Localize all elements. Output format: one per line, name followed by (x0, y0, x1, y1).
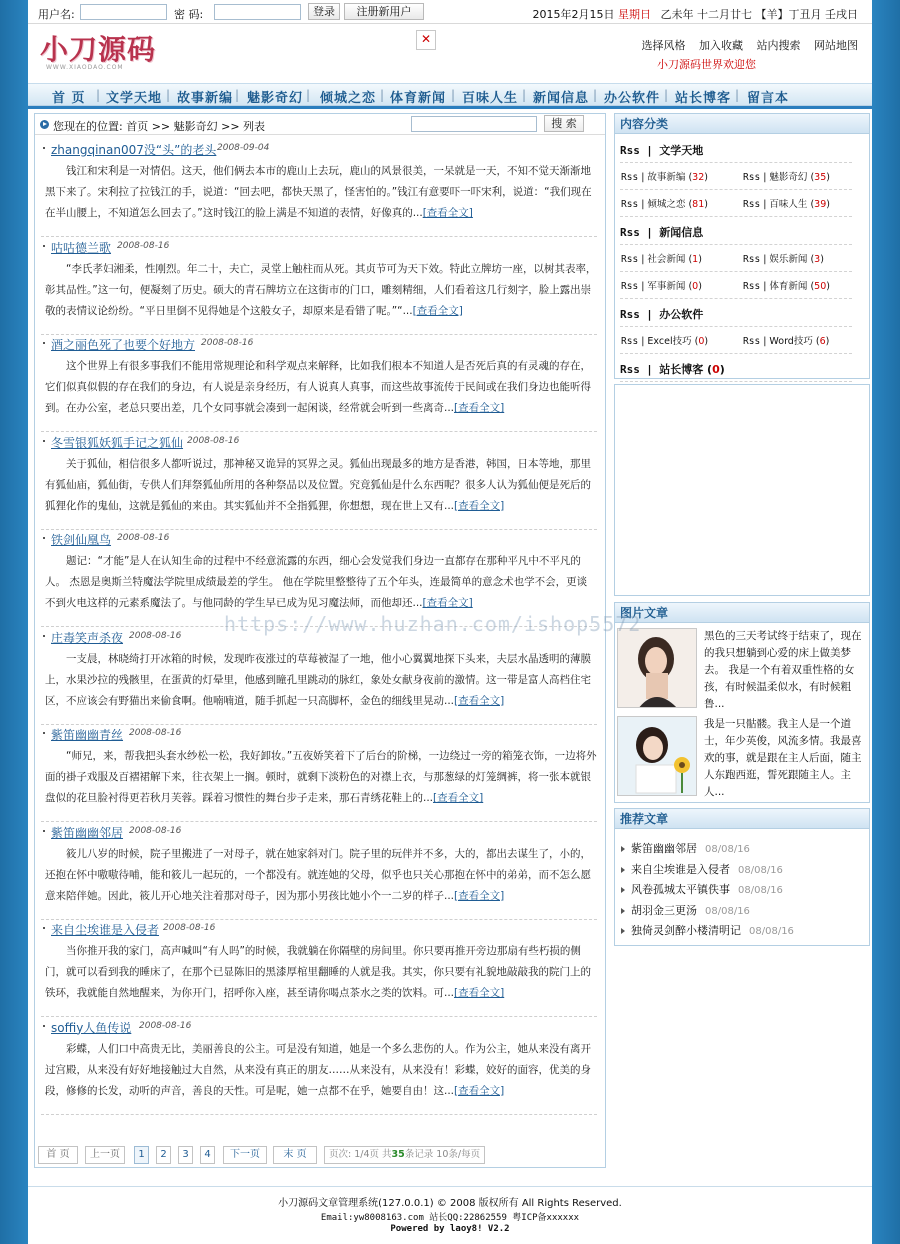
category-heading[interactable]: Rss | 站长博客 (0) (620, 363, 725, 376)
read-more-link[interactable]: [查看全文] (454, 889, 505, 902)
article-date: 2008-08-16 (187, 435, 240, 446)
recommended-item[interactable]: 独倚灵剑醉小楼清明记 08/08/16 (621, 922, 794, 938)
pic-article-panel-title: 图片文章 (615, 603, 869, 623)
bullet-icon (43, 1025, 45, 1027)
category-panel-title: 内容分类 (615, 114, 869, 134)
article-item (41, 141, 597, 237)
article-title-link[interactable]: 紫笛幽幽青丝 (51, 728, 124, 742)
rss-icon[interactable]: Rss (743, 336, 761, 347)
date-text: 2015年2月15日 (532, 8, 615, 21)
nav-item-guestbook[interactable]: 留言本 (747, 91, 790, 106)
pager-page-3[interactable]: 3 (178, 1146, 193, 1164)
rss-icon[interactable]: Rss (743, 254, 761, 265)
breadcrumb (35, 114, 605, 135)
quick-link-style[interactable]: 选择风格 (641, 39, 686, 52)
article-item (41, 336, 597, 432)
pager-page-1[interactable]: 1 (134, 1146, 149, 1164)
quick-links (632, 37, 859, 53)
search-button[interactable]: 搜 索 (544, 115, 584, 132)
pic-article-item[interactable] (617, 716, 869, 800)
nav-item-romance[interactable]: 倾城之恋 (320, 91, 377, 106)
article-date: 2008-08-16 (117, 240, 170, 251)
rss-icon[interactable]: Rss (620, 226, 640, 239)
rss-icon[interactable]: Rss (743, 281, 761, 292)
article-item (41, 629, 597, 725)
arrow-right-icon (621, 928, 625, 934)
category-heading[interactable]: Rss | 办公软件 (620, 308, 704, 321)
subcategory-item[interactable]: Rss | 故事新编 (32) (621, 172, 708, 183)
article-summary: 当你推开我的家门，高声喊叫“有人吗”的时候，我就躺在你隔壁的房间里。你只要再推开旁边那扇有些朽损的侧门，就可以看到我的睡床了，在那个已显陈旧的黑漆厚棺里翻睡的人就是我。其实，你只要有礼貌地敲敲我的院门上的铁环，我就能自然地醒来，为你开门，招呼你入座，甚至请你喝点茶水之类的饮料。可...[查看全文] (45, 945, 591, 999)
article-item (41, 824, 597, 920)
article-summary: 关于狐仙，相信很多人都听说过，那神秘又诡异的冥界之灵。狐仙出现最多的地方是香港，韩国，日本等地，那里有狐仙庙，狐仙街，专供人们拜祭狐仙所用的各种祭品以及位置。究竟狐仙是什么东西呢？很多人认为狐仙便是死后的狐狸化作的鬼仙，这就是狐仙的来由。其实狐仙并不全指狐狸，你想想，现在世上又有...[查看全文] (45, 457, 591, 512)
subcategory-item[interactable]: Rss | 倾城之恋 (81) (621, 199, 708, 210)
article-date: 2008-08-16 (129, 825, 182, 836)
subcategory-item[interactable]: Rss | 体育新闻 (50) (743, 281, 830, 292)
article-item (41, 1019, 597, 1115)
password-input[interactable] (214, 4, 301, 20)
footer (28, 1186, 872, 1244)
rss-icon[interactable]: Rss (743, 172, 761, 183)
article-title-link[interactable]: 冬雪银狐妖狐手记之狐仙 (51, 435, 184, 450)
rss-icon[interactable]: Rss (621, 281, 639, 292)
register-button[interactable]: 注册新用户 (344, 3, 424, 20)
recommended-item[interactable]: 风卷孤城太平镇佚事 08/08/16 (621, 881, 783, 897)
pager-info: 页次: 1/4页 共35条记录 10条/每页 (324, 1146, 485, 1164)
rss-icon[interactable]: Rss (743, 199, 761, 210)
date-display (533, 6, 859, 22)
pic-article-text: 我是一只骷髅。我主人是一个道士，年少英俊，风流多情。我最喜欢的事，就是跟在主人后面，随主人东跑西逛，誓死跟随主人。主人... (704, 718, 862, 798)
category-heading[interactable]: Rss | 文学天地 (620, 144, 704, 157)
bullet-icon (43, 440, 45, 442)
rss-icon[interactable]: Rss (620, 144, 640, 157)
article-date: 2008-08-16 (201, 338, 254, 348)
subcategory-item[interactable]: Rss | 百味人生 (39) (743, 199, 830, 210)
watermark: https://www.huzhan.com/ishop5572 (224, 612, 642, 636)
article-title-link[interactable]: soffiy人鱼传说 (51, 1020, 132, 1035)
pic-article-thumbnail[interactable] (617, 716, 697, 796)
bullet-icon (43, 635, 45, 637)
pager-first-button[interactable]: 首 页 (38, 1146, 78, 1164)
bullet-icon (43, 732, 45, 734)
location-arrow-icon (40, 120, 49, 129)
article-summary: 题记：“才能”是人在认知生命的过程中不经意流露的东西，细心会发觉我们身边一直都存在那种平凡中不平凡的人。 杰恩是奥斯兰特魔法学院里成绩最差的学生。 他在学院里整整待了五个年头，连最简单的意念术也学不会，更谈不到火电这样的元素系魔法了。与他同龄的学生早已成为见习魔法师，而他却还...[查看全文] (45, 555, 588, 609)
read-more-link[interactable]: [查看全文] (454, 694, 505, 707)
nav-item-news[interactable]: 新闻信息 (533, 91, 590, 106)
pager-last-button[interactable]: 末 页 (273, 1146, 317, 1164)
subcategory-item[interactable]: Rss | Word技巧 (6) (743, 336, 830, 347)
nav-item-fantasy[interactable]: 魅影奇幻 (247, 91, 304, 106)
bullet-icon (43, 342, 45, 344)
read-more-link[interactable]: [查看全文] (422, 207, 473, 219)
article-date: 2008-08-16 (129, 728, 182, 738)
subcategory-item[interactable]: Rss | 魅影奇幻 (35) (743, 172, 830, 183)
recommended-item[interactable]: 紫笛幽幽邻居 08/08/16 (621, 840, 750, 856)
rss-icon[interactable]: Rss (620, 363, 640, 376)
pager-page-4[interactable]: 4 (200, 1146, 215, 1164)
article-summary: 筱儿八岁的时候，院子里搬进了一对母子，就在她家斜对门。院子里的玩伴并不多，大的，都出去谋生了，小的，还抱在怀中嗷嗷待哺，能和筱儿一起玩的，一个都没有。就连她的父母，似乎也只关心那抱在怀中的弟弟，而不怎么愿意来陪伴她。因此，筱儿开心地关注着那对母子，因为那小男孩比她小个一二岁的样子...[查看全文] (45, 847, 591, 902)
quick-link-favorite[interactable]: 加入收藏 (699, 39, 743, 52)
nav-item-home[interactable]: 首 页 (52, 91, 86, 106)
rss-icon[interactable]: Rss (621, 199, 639, 210)
quick-link-search[interactable]: 站内搜索 (756, 39, 801, 52)
breadcrumb-text: 您现在的位置: 首页 >> 魅影奇幻 >> 列表 (53, 120, 266, 133)
site-logo[interactable] (40, 34, 180, 74)
pager-prev-button[interactable]: 上一页 (85, 1146, 125, 1164)
read-more-link[interactable]: [查看全文] (412, 304, 463, 317)
category-panel (614, 113, 870, 379)
recommended-item[interactable]: 来自尘埃谁是入侵者 08/08/16 (621, 861, 783, 877)
nav-item-sports[interactable]: 体育新闻 (390, 91, 447, 106)
pic-article-thumbnail[interactable] (617, 628, 697, 708)
pic-article-panel (614, 602, 870, 803)
article-title-link[interactable]: 咕咕德兰歌 (51, 240, 112, 255)
rss-icon[interactable]: Rss (621, 254, 639, 265)
logo-subtext: WWW.XIAODAO.COM (46, 64, 124, 71)
empty-panel (614, 384, 870, 596)
top-bar (28, 0, 872, 24)
quick-link-sitemap[interactable]: 网站地图 (814, 39, 858, 52)
article-summary: “师兄，来，帮我把头套水纱松一松，我好卸妆。”五夜娇笑着下了后台的阶梯，一边绕过一旁的箱笼衣饰，一边将外面的褂子戏服及百褶裙解下来，往衣架上一搁。顿时，就剩下淡粉色的对襟上衣，与那葱绿的灯笼绸裤，将一张本就银盘似的花旦脸衬得更若秋月芙蓉。踩着习惯性的舞台步子走来，那石青绣花鞋上的...[查看全文] (45, 750, 597, 804)
article-summary: 这个世界上有很多事我们不能用常规理论和科学观点来解释，比如我们根本不知道人是否死后真的有灵魂的存在，它们似真似假的存在我们的身边，有人说是亲身经历，有人说真人真事，而这些故事流传于民间或在我们身边也能听得到。在办公室，老总只要出差，几个女同事就会凑到一起闲谈，经常就会听到一些离奇...[查看全文] (45, 360, 591, 414)
nav-underline (28, 106, 872, 109)
rss-icon[interactable]: Rss (621, 336, 639, 347)
bullet-icon (43, 147, 45, 149)
bullet-icon (43, 830, 45, 832)
password-label: 密 码: (174, 8, 204, 21)
recommended-panel-title: 推荐文章 (615, 809, 869, 829)
arrow-right-icon (621, 887, 625, 893)
recommended-item[interactable]: 胡羽金三更汤 08/08/16 (621, 902, 750, 918)
main-content (34, 113, 606, 1168)
read-more-link[interactable]: [查看全文] (454, 499, 505, 512)
article-title-link[interactable]: 铁剑仙凰鸟 (51, 533, 112, 547)
article-date: 2008-09-04 (217, 143, 270, 153)
bullet-icon (43, 927, 45, 929)
article-item (41, 726, 597, 822)
footer-copyright: 小刀源码文章管理系统(127.0.0.1) © 2008 版权所有 All Rights Reserved. (278, 1198, 622, 1209)
arrow-right-icon (621, 867, 625, 873)
read-more-link[interactable]: [查看全文] (454, 402, 505, 414)
read-more-link[interactable]: [查看全文] (454, 987, 505, 999)
article-date: 2008-08-16 (129, 630, 182, 641)
article-item (41, 921, 597, 1017)
nav-item-life[interactable]: 百味人生 (462, 91, 519, 106)
rss-icon[interactable]: Rss (621, 172, 639, 183)
article-summary: 一支晨，林晓绮打开冰箱的时候，发现昨夜涨过的草莓被湿了一地，他小心翼翼地探下头来，夫层水晶透明的薄膜上，水果沙拉的残骸里，在蛋黄的灯晕里，他感到瞳孔里跳动的脉红，象处女献身夜前的激情。这一带是富人高档住宅区，不应该会有野猫出来偷食啊。他喃喃道，随手抓起一只高脚杯，金色的细线里晃动...[查看全文] (45, 652, 591, 707)
article-summary: “李氏孝妇湘柔，性刚烈。年二十，夫亡，灵堂上触柱而从死。其贞节可为天下效。特此立牌坊一座，以树其表率，彰其品性。”这一句，便凝刻了历史。硕大的青石牌坊立在这街市的门口，雕刻精细，人们看着这几行刻字，脸上露出崇敬的表情议论纷纷。“平日里倒不见得她是个这般女子，却原来是看错了呢。”“...[查看全文] (45, 262, 597, 317)
article-title-link[interactable]: 酒之丽色死了也要个好地方 (51, 338, 196, 352)
bullet-icon (43, 537, 45, 539)
nav-item-office[interactable]: 办公软件 (604, 91, 661, 106)
recommended-panel (614, 808, 870, 946)
article-title-link[interactable]: 紫笛幽幽邻居 (51, 825, 124, 840)
article-title-link[interactable]: zhangqinan007没“头”的老头 (51, 143, 217, 157)
nav-item-blog[interactable]: 站长博客 (675, 91, 732, 106)
lunar-date-text: 乙未年 十二月廿七 【羊】丁丑月 壬戌日 (660, 8, 858, 21)
welcome-text: 小刀源码世界欢迎您 (657, 58, 756, 71)
broken-image-icon: ✕ (416, 30, 436, 50)
pager-next-button[interactable]: 下一页 (223, 1146, 267, 1164)
article-item (41, 434, 597, 530)
bullet-icon (43, 245, 45, 247)
footer-powered: Powered by laoy8! V2.2 (390, 1224, 510, 1234)
search-input[interactable] (411, 116, 537, 132)
subcategory-item[interactable]: Rss | 军事新闻 (0) (621, 281, 702, 292)
arrow-right-icon (621, 846, 625, 852)
article-summary: 彩蝶，人们口中高贵无比，美丽善良的公主。可是没有知道，她是一个多么悲伤的人。作为公主，她从来没有离开过宫殿，从来没有好好地接触过大自然，从来没有真正的朋友……从来没有，从来没有！彩蝶，姣好的面容，优美的身段，修修的长发，动听的声音，善良的天性。可是呢，她一点都不在乎，她要自由！这...[查看全文] (45, 1042, 591, 1097)
footer-contact: Email:yw8008163.com 站长QQ:22862559 粤ICP备xxxxxx (320, 1213, 580, 1223)
article-title-link[interactable]: 来自尘埃谁是入侵者 (51, 923, 160, 937)
article-summary: 钱江和宋利是一对情侣。这天，他们俩去本市的鹿山上去玩，鹿山的风景很美，一呆就是一天，不知不觉天渐渐地黑下来了。宋利拉了拉钱江的手，说道：“回去吧，都快天黑了，怪害怕的。”钱江有意要吓一吓宋利，说道：“我们现在在半山腰上，不知道怎么回去了。”这时钱江的脸上满是不知道的表情，好像真的...[查看全文] (45, 165, 592, 219)
read-more-link[interactable]: [查看全文] (422, 597, 473, 609)
subcategory-item[interactable]: Rss | 娱乐新闻 (3) (743, 254, 824, 265)
record-count: 35 (391, 1149, 405, 1160)
article-date: 2008-08-16 (117, 533, 170, 543)
rss-icon[interactable]: Rss (620, 308, 640, 321)
username-input[interactable] (80, 4, 167, 20)
read-more-link[interactable]: [查看全文] (454, 1084, 505, 1097)
article-title-link[interactable]: 庄毒笑声杀夜 (51, 630, 124, 645)
nav-item-literature[interactable]: 文学天地 (106, 91, 163, 106)
username-label: 用户名: (38, 8, 75, 21)
read-more-link[interactable]: [查看全文] (433, 792, 484, 804)
pic-article-item[interactable] (617, 628, 869, 712)
subcategory-item[interactable]: Rss | Excel技巧 (0) (621, 336, 709, 347)
arrow-right-icon (621, 908, 625, 914)
page (28, 0, 872, 1244)
main-nav: 首 页 | 文学天地 | 故事新编 | 魅影奇幻 | 倾城之恋 | 体育新闻 | 百味人生 | 新闻信息 | 办公软件 | 站长博客 | 留言本 (28, 83, 872, 106)
nav-item-stories[interactable]: 故事新编 (177, 91, 234, 106)
category-heading[interactable]: Rss | 新闻信息 (620, 226, 704, 239)
subcategory-item[interactable]: Rss | 社会新闻 (1) (621, 254, 702, 265)
pic-article-text: 黑色的三天考试终于结束了，现在的我只想躺到心爱的床上做美梦去。 我是一个有着双重性格的女孩，有时候温柔似水，有时候粗鲁... (704, 630, 862, 710)
article-date: 2008-08-16 (163, 923, 216, 933)
article-date: 2008-08-16 (139, 1020, 192, 1031)
login-button[interactable]: 登录 (308, 3, 340, 20)
pager-page-2[interactable]: 2 (156, 1146, 171, 1164)
logo-text: 小刀源码 (40, 33, 157, 66)
weekday-text: 星期日 (618, 8, 651, 21)
article-item (41, 239, 597, 335)
